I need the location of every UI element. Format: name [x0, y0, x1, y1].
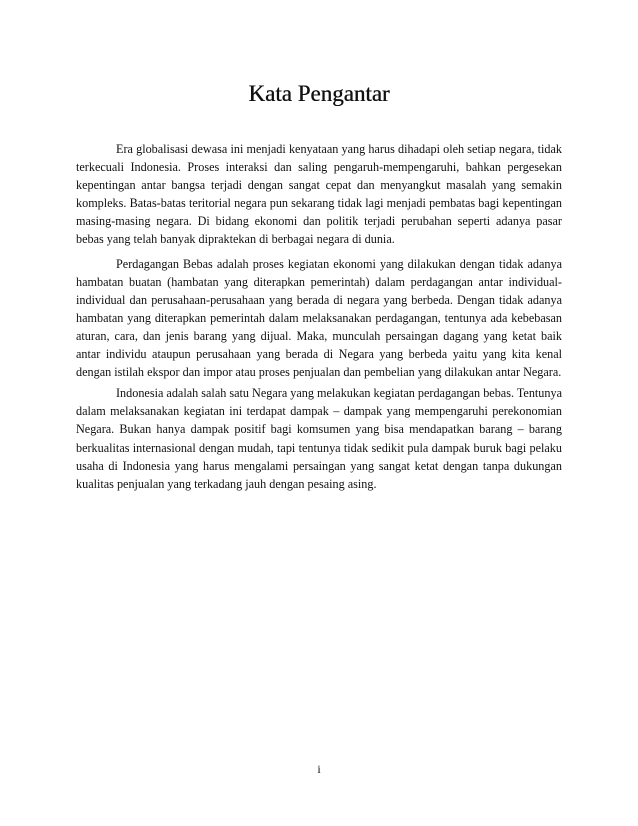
page-title: Kata Pengantar: [248, 81, 390, 106]
paragraph-indonesia: Indonesia adalah salah satu Negara yang melakukan kegiatan perdagangan bebas. Tentunya dalam melaksanakan kegiatan ini terdapat dampak – dampak yang mempengaruhi perekonomian Negara. Bukan hanya dampak positif bagi komsumen yang bisa mendapatkan barang – barang berkualitas internasional dengan mudah, tapi tentunya tidak sedikit pula dampak buruk bagi pelaku usaha di Indonesia yang harus mengalami persaingan yang sangat ketat dengan tanpa dukungan kualitas penjualan yang terkadang jauh dengan pesaing asing.: [76, 386, 562, 491]
body-text: [76, 140, 562, 493]
page-number: i: [317, 762, 321, 776]
paragraph-perdagangan-bebas: Perdagangan Bebas adalah proses kegiatan ekonomi yang dilakukan dengan tidak adanya hambatan buatan (hambatan yang diterapkan pemerintah) dalam perdagangan antar individual-individual dan perusahaan-perusahaan yang berada di negara yang berbeda. Dengan tidak adanya hambatan yang diterapkan pemerintah dalam melaksanakan perdagangan, tentunya ada kebebasan aturan, cara, dan jenis barang yang dijual. Maka, munculah persaingan dagang yang ketat baik antar individu ataupun perusahaan yang berada di Negara yang berbeda yaitu yang kita kenal dengan istilah ekspor dan impor atau proses penjualan dan pembelian yang dilakukan antar Negara.: [76, 256, 562, 380]
paragraph-globalisasi: Era globalisasi dewasa ini menjadi kenyataan yang harus dihadapi oleh setiap negara, tidak terkecuali Indonesia. Proses interaksi dan saling pengaruh-mempengaruhi, bahkan pergesekan kepentingan antar bangsa terjadi dengan sangat cepat dan menyangkut masalah yang semakin kompleks. Batas-batas teritorial negara pun sekarang tidak lagi menjadi pembatas bagi kepentingan masing-masing negara. Di bidang ekonomi dan politik terjadi perubahan seperti adanya pasar bebas yang telah banyak dipraktekan di berbagai negara di dunia.: [76, 142, 562, 247]
